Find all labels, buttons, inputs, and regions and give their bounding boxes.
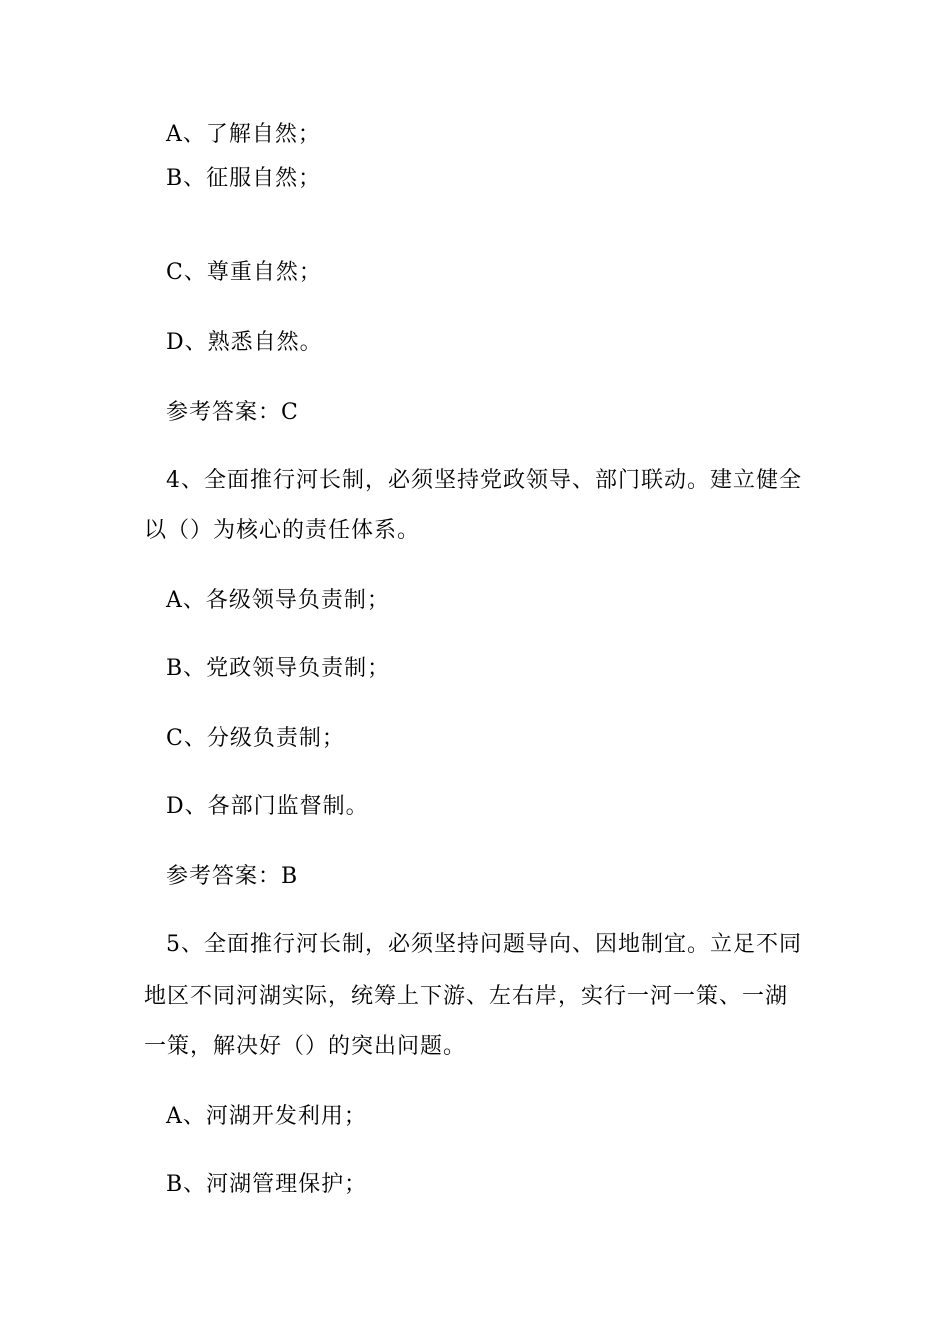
q4-option-a: A、各级领导负责制； [166, 588, 390, 613]
q5-stem-line-2: 地区不同河湖实际，统筹上下游、左右岸，实行一河一策、一湖 [144, 984, 789, 1009]
q5-option-a: A、河湖开发利用； [166, 1104, 367, 1129]
q4-option-b: B、党政领导负责制； [166, 656, 391, 681]
q5-option-b: B、河湖管理保护； [166, 1172, 368, 1197]
q4-stem-line-1: 4、全面推行河长制，必须坚持党政领导、部门联动。建立健全 [166, 468, 802, 493]
q4-stem-line-2: 以（）为核心的责任体系。 [144, 518, 421, 543]
q4-option-c: C、分级负责制； [166, 726, 345, 751]
q5-stem-line-3: 一策，解决好（）的突出问题。 [144, 1034, 467, 1059]
q3-option-b: B、征服自然； [166, 166, 322, 191]
q4-option-d: D、各部门监督制。 [166, 794, 369, 819]
q3-option-a: A、了解自然； [166, 122, 321, 147]
q3-answer: 参考答案：C [166, 400, 299, 425]
q5-stem-line-1: 5、全面推行河长制，必须坚持问题导向、因地制宜。立足不同 [166, 932, 802, 957]
q3-option-d: D、熟悉自然。 [166, 330, 323, 355]
q4-answer: 参考答案：B [166, 864, 299, 889]
q3-option-c: C、尊重自然； [166, 260, 322, 285]
